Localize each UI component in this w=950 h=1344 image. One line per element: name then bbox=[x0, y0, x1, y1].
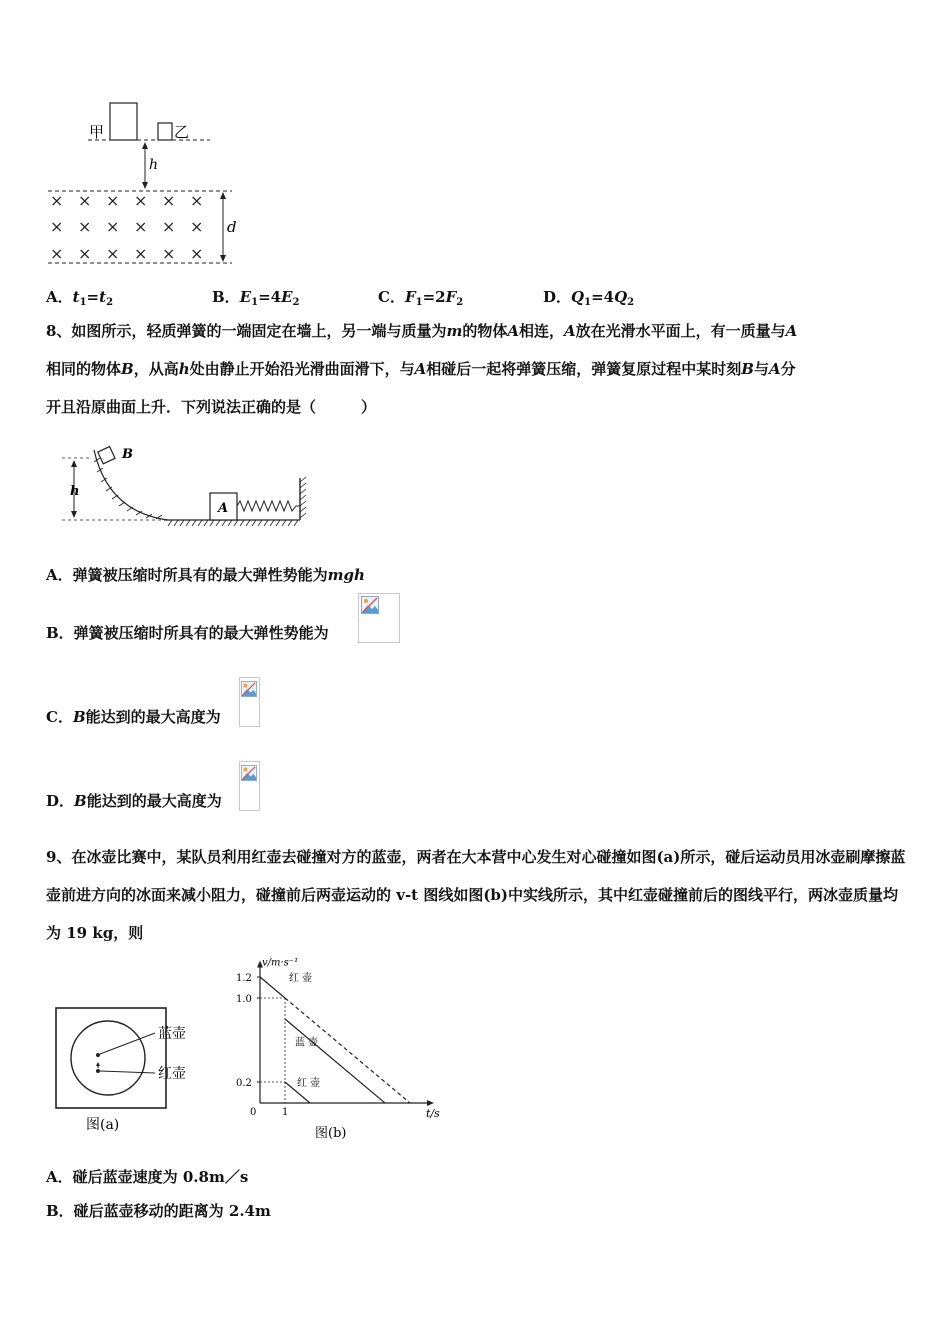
series-line bbox=[260, 977, 285, 998]
q7-option-d: D．$Q_1=4Q_2$ bbox=[543, 288, 635, 308]
broken-image-icon bbox=[241, 680, 257, 698]
q7-option-c: C．$F_1=2F_2$ bbox=[378, 288, 464, 308]
y-axis-label: v/m·s⁻¹ bbox=[262, 957, 299, 969]
q9-house-frame bbox=[56, 1008, 166, 1108]
x-axis-arrowhead bbox=[427, 1100, 434, 1106]
q7-label-jia: 甲 bbox=[89, 123, 105, 141]
q9-house-circle bbox=[71, 1021, 145, 1095]
q7-coil-yi bbox=[158, 123, 172, 140]
q8-option-d-image bbox=[239, 761, 260, 811]
q9-blue-label: 蓝壶 bbox=[158, 1026, 186, 1042]
svg-text:×: × bbox=[106, 244, 120, 263]
svg-text:×: × bbox=[106, 191, 120, 210]
label-blue: 蓝 壶 bbox=[295, 1037, 319, 1049]
svg-text:×: × bbox=[134, 191, 148, 210]
q9-blue-stone bbox=[96, 1053, 100, 1057]
svg-text:×: × bbox=[78, 191, 92, 210]
q9-option-a: A．碰后蓝壶速度为 0.8m／s bbox=[46, 1168, 249, 1186]
q8-h-arrow-top bbox=[71, 460, 77, 467]
svg-text:×: × bbox=[50, 217, 64, 236]
svg-text:×: × bbox=[50, 244, 64, 263]
q8-stem-line-3: 开且沿原曲面上升．下列说法正确的是（ ） bbox=[46, 398, 377, 416]
svg-text:×: × bbox=[162, 244, 176, 263]
svg-text:×: × bbox=[190, 244, 204, 263]
q7-coil-jia bbox=[110, 103, 137, 140]
q8-h-arrow-bottom bbox=[71, 511, 77, 518]
q9-red-motion-arrowhead bbox=[96, 1062, 100, 1066]
q9-red-stone bbox=[96, 1069, 100, 1073]
q8-wall-hatch bbox=[300, 477, 306, 518]
svg-text:×: × bbox=[50, 191, 64, 210]
broken-image-icon bbox=[241, 764, 257, 782]
q9-figure-a bbox=[50, 1005, 210, 1135]
svg-text:×: × bbox=[134, 244, 148, 263]
q9-fig-a-caption: 图(a) bbox=[86, 1117, 120, 1133]
q9-vt-chart bbox=[225, 955, 440, 1141]
q8-figure bbox=[60, 440, 320, 535]
svg-text:×: × bbox=[190, 217, 204, 236]
svg-text:×: × bbox=[78, 217, 92, 236]
q7-h-arrow-top bbox=[142, 142, 148, 149]
q7-label-yi: 乙 bbox=[174, 123, 190, 141]
q8-label-a: A bbox=[218, 501, 229, 516]
series-line bbox=[285, 1019, 385, 1103]
q8-option-b-image bbox=[358, 593, 400, 643]
q7-option-a: A．$t_1=t_2$ bbox=[46, 288, 114, 308]
q7-d-arrow-top bbox=[220, 192, 226, 199]
q7-figure bbox=[40, 95, 250, 270]
q7-label-d: d bbox=[227, 218, 237, 236]
q9-option-b: B．碰后蓝壶移动的距离为 2.4m bbox=[46, 1202, 271, 1220]
x-tick-label: 0 bbox=[250, 1107, 257, 1118]
q8-stem-line-1: 8、如图所示，轻质弹簧的一端固定在墙上，另一端与质量为m的物体A相连，A放在光滑水平面上，有一质量与A bbox=[46, 322, 798, 340]
label-red-before: 红 壶 bbox=[289, 973, 313, 984]
q9-red-leader bbox=[100, 1071, 155, 1073]
x-axis-label: t/s bbox=[426, 1107, 440, 1120]
label-red-after: 红 壶 bbox=[297, 1078, 321, 1089]
svg-text:×: × bbox=[162, 217, 176, 236]
q7-magnetic-field bbox=[50, 191, 203, 263]
svg-text:×: × bbox=[134, 217, 148, 236]
q7-option-b: B．$E_1=4E_2$ bbox=[212, 288, 300, 308]
q8-stem-line-2: 相同的物体B，从高h处由静止开始沿光滑曲面滑下，与A相碰后一起将弹簧压缩，弹簧复原过程中某时刻B与A分 bbox=[46, 360, 796, 378]
q9-stem: 9、在冰壶比赛中，某队员利用红壶去碰撞对方的蓝壶，两者在大本营中心发生对心碰撞如图(a)所示，碰后运动员用冰壶刷摩擦蓝壶前进方向的冰面来减小阻力，碰撞前后两壶运动的 v-t 图线如图(b)中实线所示，其中红壶碰撞前后的图线平行，两冰壶质量均为 19 kg，则 bbox=[46, 848, 906, 942]
q8-block-b bbox=[98, 447, 115, 464]
y-tick-label: 0.2 bbox=[236, 1078, 252, 1089]
svg-text:×: × bbox=[106, 217, 120, 236]
q8-spring bbox=[237, 501, 300, 511]
x-tick-label: 1 bbox=[282, 1107, 289, 1118]
q8-label-b: B bbox=[122, 447, 133, 462]
q8-option-c-image bbox=[239, 677, 260, 727]
y-tick-label: 1.0 bbox=[236, 994, 252, 1005]
q7-d-arrow-bottom bbox=[220, 255, 226, 262]
svg-text:×: × bbox=[78, 244, 92, 263]
svg-text:×: × bbox=[162, 191, 176, 210]
q7-h-arrow-bottom bbox=[142, 182, 148, 189]
q7-label-h: h bbox=[149, 157, 159, 173]
broken-image-icon bbox=[361, 596, 379, 614]
q8-option-a: A．弹簧被压缩时所具有的最大弹性势能为mgh bbox=[46, 566, 365, 584]
q8-label-h: h bbox=[70, 484, 80, 499]
svg-text:×: × bbox=[190, 191, 204, 210]
q8-option-b: B．弹簧被压缩时所具有的最大弹性势能为 bbox=[46, 624, 329, 642]
q8-option-d: D．B能达到的最大高度为 bbox=[46, 792, 222, 810]
y-tick-label: 1.2 bbox=[236, 973, 252, 984]
q8-floor-hatch bbox=[168, 520, 298, 526]
chart-title: 图(b) bbox=[315, 1126, 347, 1141]
q8-option-c: C．B能达到的最大高度为 bbox=[46, 708, 221, 726]
q9-red-label: 红壶 bbox=[158, 1066, 186, 1082]
q9-blue-leader bbox=[100, 1033, 155, 1054]
